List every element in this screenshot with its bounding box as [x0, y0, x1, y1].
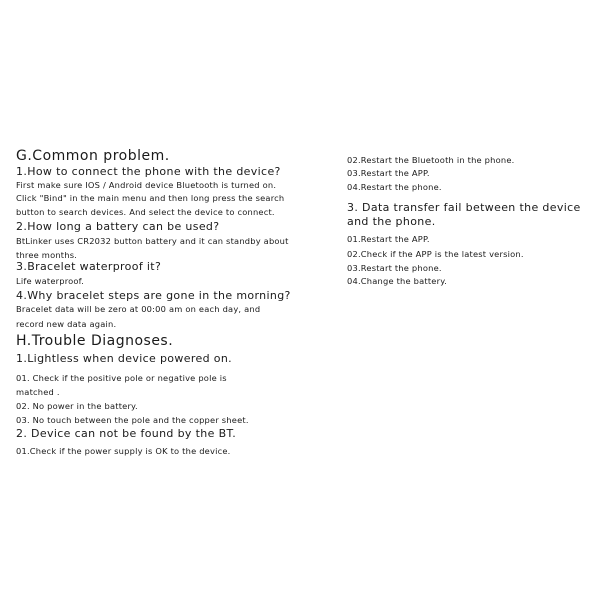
question-steps-reset: 4.Why bracelet steps are gone in the morning?: [16, 289, 291, 302]
question-battery-life: 2.How long a battery can be used?: [16, 220, 220, 233]
trouble-item-data-transfer-02: 02.Check if the APP is the latest version.: [347, 249, 524, 259]
question-connect-phone: 1.How to connect the phone with the device?: [16, 165, 281, 178]
trouble-item-not-found-04: 04.Restart the phone.: [347, 182, 442, 192]
trouble-item-data-transfer-03: 03.Restart the phone.: [347, 263, 442, 273]
answer-battery-line-2: three months.: [16, 250, 78, 260]
trouble-item-lightless-02: 02. No power in the battery.: [16, 401, 138, 411]
trouble-item-not-found-title: 2. Device can not be found by the BT.: [16, 427, 237, 440]
trouble-item-not-found-02: 02.Restart the Bluetooth in the phone.: [347, 155, 515, 165]
answer-connect-line-2: Click "Bind" in the main menu and then long press the search: [16, 193, 285, 203]
trouble-item-lightless-01-line-2: matched .: [16, 387, 60, 397]
trouble-item-lightless-title: 1.Lightless when device powered on.: [16, 352, 233, 365]
trouble-item-not-found-01: 01.Check if the power supply is OK to the device.: [16, 446, 231, 456]
answer-steps-line-2: record new data again.: [16, 319, 117, 329]
answer-steps-line-1: Bracelet data will be zero at 00:00 am on each day, and: [16, 304, 261, 314]
trouble-item-data-transfer-04: 04.Change the battery.: [347, 276, 447, 286]
heading-common-problem: G.Common problem.: [16, 148, 170, 164]
answer-connect-line-1: First make sure IOS / Android device Bluetooth is turned on.: [16, 180, 277, 190]
trouble-item-not-found-03: 03.Restart the APP.: [347, 168, 430, 178]
heading-trouble-diagnoses: H.Trouble Diagnoses.: [16, 333, 174, 349]
trouble-item-lightless-01-line-1: 01. Check if the positive pole or negative pole is: [16, 373, 227, 383]
trouble-item-data-transfer-title-line-1: 3. Data transfer fail between the device: [347, 201, 581, 214]
answer-battery-line-1: BtLinker uses CR2032 button battery and it can standby about: [16, 236, 289, 246]
trouble-item-lightless-03: 03. No touch between the pole and the copper sheet.: [16, 415, 249, 425]
trouble-item-data-transfer-title-line-2: and the phone.: [347, 215, 436, 228]
answer-connect-line-3: button to search devices. And select the device to connect.: [16, 207, 275, 217]
question-waterproof: 3.Bracelet waterproof it?: [16, 260, 162, 273]
trouble-item-data-transfer-01: 01.Restart the APP.: [347, 234, 430, 244]
answer-waterproof: Life waterproof.: [16, 276, 85, 286]
